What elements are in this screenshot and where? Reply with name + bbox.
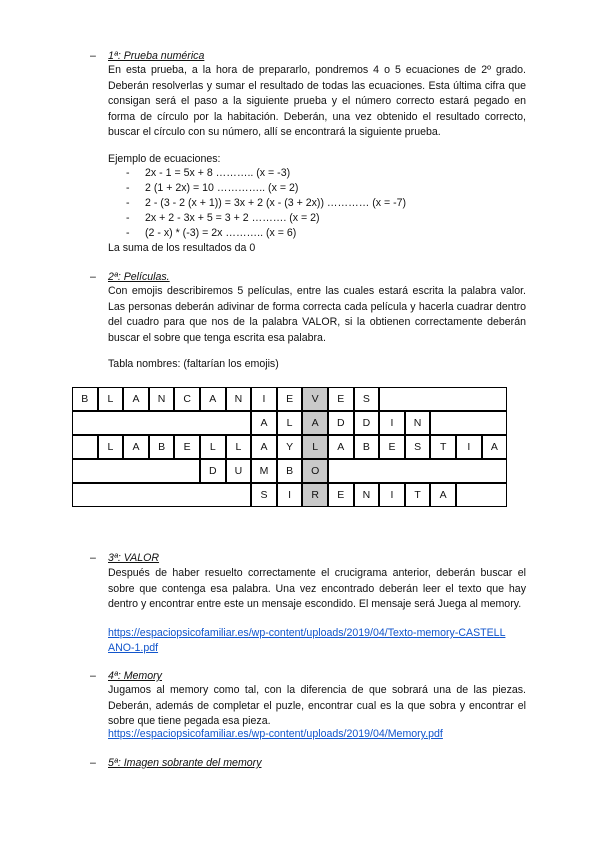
grid-cell: A — [328, 435, 354, 459]
grid-blank — [72, 459, 200, 483]
grid-cell: I — [277, 483, 303, 507]
grid-cell: S — [405, 435, 431, 459]
grid-cell: I — [379, 411, 405, 435]
grid-cell: B — [149, 435, 175, 459]
grid-cell: A — [482, 435, 508, 459]
grid-cell: B — [72, 387, 98, 411]
section-paragraph: Con emojis describiremos 5 películas, entre las cuales estará escrita la palabra valor. Las personas deberán adivinar de forma correcta cada película y hacerla cuadrar dentro del cuadro para que nos de la palabra VALOR, si la obtienen correctamente deberán buscar el sobre que tenga escrita esa palabra. — [108, 285, 526, 344]
memory-text-link-cont[interactable]: ANO-1.pdf — [108, 642, 159, 654]
list-dash: – — [90, 50, 96, 62]
grid-blank — [430, 411, 507, 435]
grid-blank — [328, 459, 507, 483]
section-paragraph: Jugamos al memory como tal, con la diferencia de que sobrará una de las piezas. Deberán, además de completar el puzle, encontrar cual es la que sobra y encontrar el sobre que tiene pegada esa pieza. — [108, 684, 526, 727]
grid-cell: N — [354, 483, 380, 507]
grid-blank — [72, 483, 251, 507]
grid-cell: A — [430, 483, 456, 507]
grid-blank — [72, 411, 251, 435]
grid-cell: L — [200, 435, 226, 459]
section-title: 5ª: Imagen sobrante del memory — [108, 757, 262, 769]
section-title: 1ª: Prueba numérica — [108, 50, 205, 62]
grid-cell: E — [379, 435, 405, 459]
sum-result: La suma de los resultados da 0 — [108, 242, 256, 254]
equation-1: 2x - 1 = 5x + 8 ……….. (x = -3) — [145, 167, 291, 179]
grid-cell: A — [200, 387, 226, 411]
grid-cell: S — [251, 483, 277, 507]
memory-pdf-link[interactable]: https://espaciopsicofamiliar.es/wp-content/uploads/2019/04/Memory.pdf — [108, 728, 443, 740]
grid-cell: L — [98, 387, 124, 411]
grid-cell: Y — [277, 435, 303, 459]
grid-cell: L — [226, 435, 252, 459]
grid-cell: T — [430, 435, 456, 459]
equation-3: 2 - (3 - 2 (x + 1)) = 3x + 2 (x - (3 + 2x)) ………… (x = -7) — [145, 197, 407, 209]
list-bullet: - — [126, 182, 130, 194]
grid-blank — [379, 387, 507, 411]
section-title: 3ª: VALOR — [108, 552, 160, 564]
grid-cell: L — [277, 411, 303, 435]
grid-cell: R — [302, 483, 328, 507]
equation-5: (2 - x) * (-3) = 2x ……….. (x = 6) — [145, 227, 297, 239]
grid-cell: A — [123, 435, 149, 459]
grid-cell: A — [251, 411, 277, 435]
grid-cell: A — [251, 435, 277, 459]
grid-cell: T — [405, 483, 431, 507]
equation-4: 2x + 2 - 3x + 5 = 3 + 2 ………. (x = 2) — [145, 212, 320, 224]
grid-cell: B — [277, 459, 303, 483]
grid-blank — [72, 435, 98, 459]
grid-cell: A — [123, 387, 149, 411]
grid-cell: I — [456, 435, 482, 459]
equation-2: 2 (1 + 2x) = 10 ………….. (x = 2) — [145, 182, 299, 194]
grid-cell: M — [251, 459, 277, 483]
list-dash: – — [90, 757, 96, 769]
list-dash: – — [90, 670, 96, 682]
grid-cell: A — [302, 411, 328, 435]
table-label: Tabla nombres: (faltarían los emojis) — [108, 358, 279, 370]
grid-cell: N — [226, 387, 252, 411]
grid-cell: O — [302, 459, 328, 483]
grid-cell: E — [328, 387, 354, 411]
grid-cell: U — [226, 459, 252, 483]
section-title: 2ª: Películas. — [108, 271, 170, 283]
grid-cell: N — [149, 387, 175, 411]
grid-cell: D — [354, 411, 380, 435]
grid-cell: E — [328, 483, 354, 507]
list-bullet: - — [126, 197, 130, 209]
list-dash: – — [90, 552, 96, 564]
section-paragraph: Después de haber resuelto correctamente el crucigrama anterior, deberán buscar el sobre que contenga esa palabra. Una vez encontrado deberán leer el texto que hay dentro y encontrar entre este un mensaje escondido. El mensaje será Juega al memory. — [108, 567, 526, 610]
section-paragraph: En esta prueba, a la hora de prepararlo, pondremos 4 o 5 ecuaciones de 2º grado. Deberán resolverlas y sumar el resultado de todas las ecuaciones. Esta última cifra que consigan será el paso a la siguiente prueba y el número correcto estará pegado en forma de círculo por la habitación. Deberán, una vez obtenido el resultado correcto, buscar el círculo con su número, allí se encontrará la siguiente prueba. — [108, 64, 526, 138]
grid-cell: D — [328, 411, 354, 435]
grid-cell: I — [251, 387, 277, 411]
grid-cell: L — [98, 435, 124, 459]
grid-cell: V — [302, 387, 328, 411]
section-title: 4ª: Memory — [108, 670, 162, 682]
grid-cell: I — [379, 483, 405, 507]
grid-cell: L — [302, 435, 328, 459]
list-bullet: - — [126, 227, 130, 239]
list-bullet: - — [126, 167, 130, 179]
grid-cell: E — [174, 435, 200, 459]
grid-blank — [456, 483, 507, 507]
grid-cell: E — [277, 387, 303, 411]
grid-cell: D — [200, 459, 226, 483]
list-bullet: - — [126, 212, 130, 224]
grid-cell: N — [405, 411, 431, 435]
grid-cell: S — [354, 387, 380, 411]
grid-cell: B — [354, 435, 380, 459]
memory-text-link[interactable]: https://espaciopsicofamiliar.es/wp-content/uploads/2019/04/Texto-memory-CASTELL — [108, 627, 506, 639]
examples-label: Ejemplo de ecuaciones: — [108, 153, 221, 165]
grid-cell: C — [174, 387, 200, 411]
list-dash: – — [90, 271, 96, 283]
